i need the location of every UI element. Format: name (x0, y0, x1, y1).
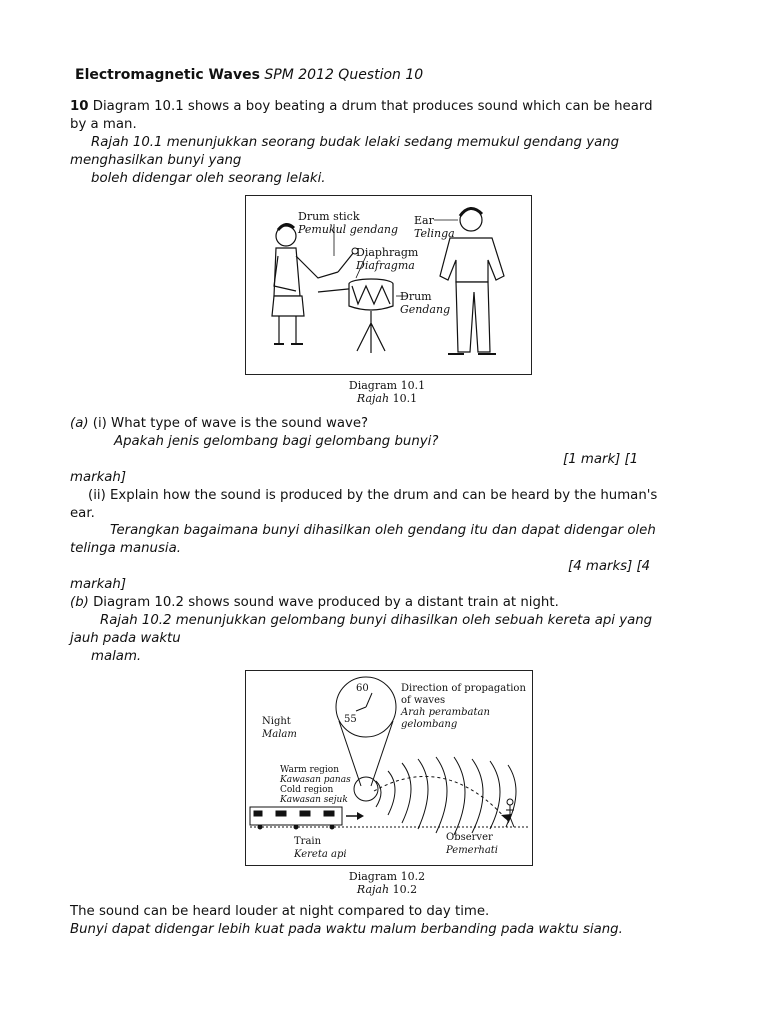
ear-label: Ear (414, 214, 434, 227)
caption-en-2: Diagram 10.2 (348, 870, 426, 883)
cold-region-label: Cold region (280, 785, 334, 795)
label-regions (280, 765, 351, 805)
closing-english: The sound can be heard louder at night compared to day time. (70, 904, 490, 919)
label-ear (414, 214, 455, 240)
label-drum (400, 290, 450, 316)
drum-stick-1 (338, 252, 354, 272)
direction-label-2: of waves (401, 695, 446, 706)
diagram-10-2-caption (287, 870, 487, 896)
cold-region-label-my: Kawasan sejuk (280, 795, 348, 805)
drum-label-my: Gendang (400, 303, 451, 316)
part-a-i-marks-2: markah] (70, 470, 127, 485)
part-a-ii-marks-2: markah] (70, 577, 127, 592)
warm-region-label: Warm region (280, 765, 340, 775)
part-a-i-marks: [1 mark] [1 (563, 452, 639, 467)
title-bold: Electromagnetic Waves (75, 67, 260, 83)
train-label-my: Kereta api (294, 849, 347, 860)
label-observer (446, 831, 498, 857)
part-a-ii-text: (ii) Explain how the sound is produced by the drum and can be heard by the human's (88, 488, 658, 503)
part-a-ii-marks: [4 marks] [4 (568, 559, 651, 574)
drum-label: Drum (400, 290, 432, 303)
observer-label-my: Pemerhati (446, 845, 498, 856)
q10-text-2: by a man. (70, 117, 137, 132)
night-label: Night (262, 716, 291, 727)
label-train (294, 835, 347, 861)
caption-my-num-2: 10.2 (392, 883, 418, 896)
train-arrowhead (357, 812, 364, 820)
direction-label-my-2: gelombang (401, 719, 458, 730)
caption-my-italic: Rajah (356, 392, 390, 405)
boy-figure (272, 224, 338, 344)
part-b-malay-1: Rajah 10.2 menunjukkan gelombang bunyi dihasilkan oleh sebuah kereta api yang (100, 613, 653, 628)
diagram-10-1-caption (287, 379, 487, 405)
label-drum-stick (298, 210, 398, 236)
title-rest: SPM 2012 Question 10 (264, 67, 424, 83)
label-diaphragm (356, 246, 418, 272)
part-a-i-malay: Apakah jenis gelombang bagi gelombang bunyi? (114, 434, 439, 449)
document-title (75, 66, 423, 84)
question-number: 10 (70, 99, 89, 114)
part-b-text-en: Diagram 10.2 shows sound wave produced by a distant train at night. (93, 595, 559, 610)
q10-malay-3: boleh didengar oleh seorang lelaki. (91, 171, 326, 186)
caption-en: Diagram 10.1 (348, 379, 426, 392)
part-a-ii-malay-2: telinga manusia. (70, 541, 181, 556)
train-label: Train (294, 836, 322, 847)
wavefronts (376, 757, 516, 835)
closing-malay: Bunyi dapat didengar lebih kuat pada waktu malum berbanding pada waktu siang. (70, 922, 623, 937)
train (250, 807, 342, 829)
direction-label-1: Direction of propagation (401, 683, 526, 694)
label-night (262, 715, 297, 741)
night-label-my: Malam (262, 729, 297, 740)
part-a-ii-text-2: ear. (70, 506, 95, 521)
diaphragm-label-my: Diafragma (356, 259, 415, 272)
observer-figure (506, 799, 514, 827)
direction-label-my-1: Arah perambatan (401, 707, 490, 718)
label-direction (401, 683, 526, 731)
observer-label: Observer (446, 832, 493, 843)
part-b-text (70, 594, 559, 612)
part-a-i (70, 415, 368, 433)
q10-line1 (70, 98, 653, 116)
part-a-label: (a) (70, 416, 89, 431)
clock-60-label: 60 (356, 683, 369, 694)
q10-text-1: Diagram 10.1 shows a boy beating a drum that produces sound which can be heard (92, 99, 653, 114)
part-b-malay-2: jauh pada waktu (70, 631, 181, 646)
warm-region-label-my: Kawasan panas (280, 775, 351, 785)
caption-my-italic-2: Rajah (356, 883, 390, 896)
part-b-malay-3: malam. (91, 649, 142, 664)
diaphragm-label: Diaphragm (356, 246, 419, 259)
clock-55-label: 55 (344, 714, 357, 725)
q10-malay-2: menghasilkan bunyi yang (70, 153, 242, 168)
drum-stick-label: Drum stick (298, 210, 360, 223)
part-b-label: (b) (70, 595, 89, 610)
part-a-ii-malay-1: Terangkan bagaimana bunyi dihasilkan oleh gendang itu dan dapat didengar oleh (110, 523, 656, 538)
caption-my-num: 10.1 (392, 392, 418, 405)
drum-stick-label-my: Pemukul gendang (298, 223, 399, 236)
diagram-10-2 (245, 670, 533, 866)
drum-figure (349, 279, 393, 353)
diagram-10-1 (245, 195, 532, 375)
part-a-i-text: (i) What type of wave is the sound wave? (92, 416, 369, 431)
q10-malay-1: Rajah 10.1 menunjukkan seorang budak lelaki sedang memukul gendang yang (91, 135, 620, 150)
ear-label-my: Telinga (414, 227, 455, 240)
